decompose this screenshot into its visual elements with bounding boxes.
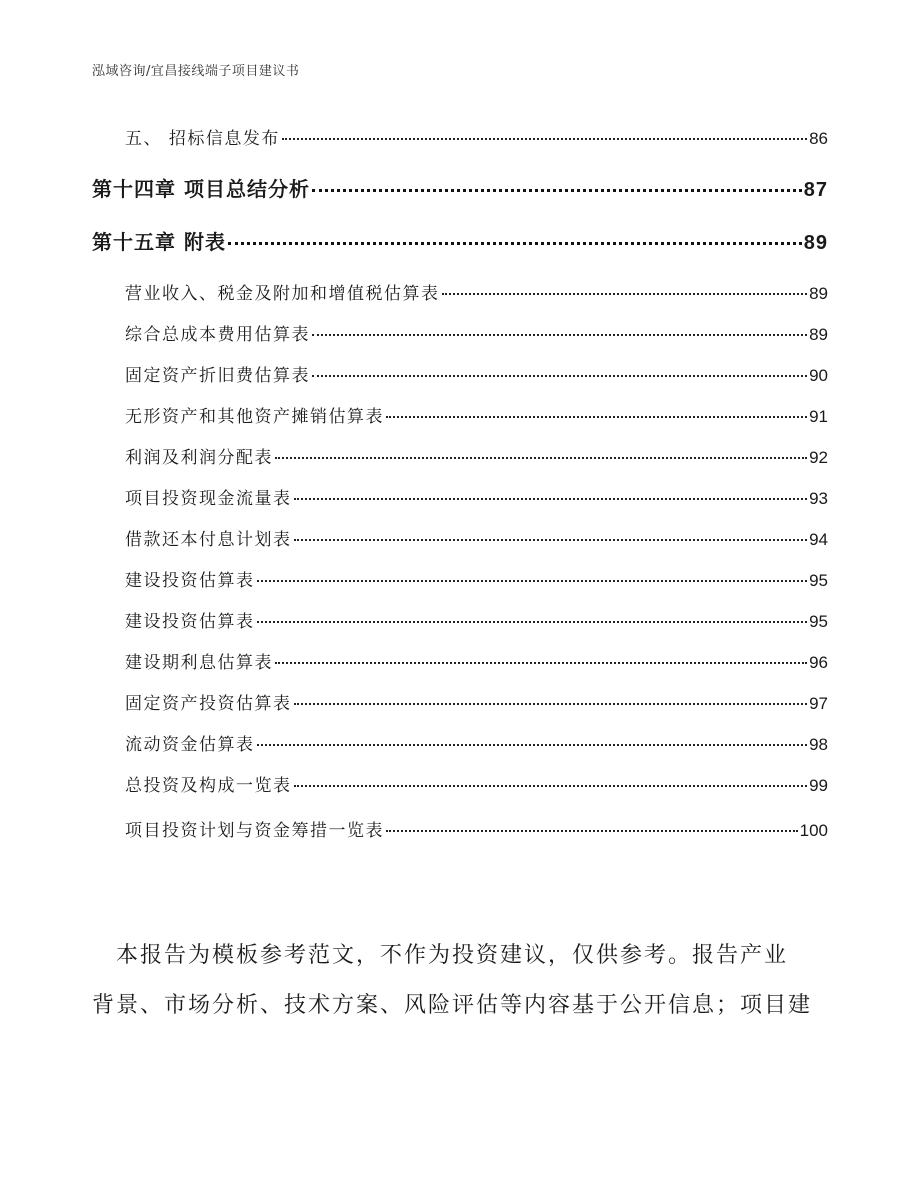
- toc-entry-label: 固定资产折旧费估算表: [125, 366, 310, 386]
- toc-entry[interactable]: [125, 525, 828, 550]
- toc-chapter-entry[interactable]: [92, 226, 828, 255]
- toc-entry[interactable]: [125, 279, 828, 304]
- toc-entry-page: 89: [809, 325, 828, 344]
- toc-leader-dots: [294, 703, 808, 705]
- toc-entry[interactable]: [125, 607, 828, 632]
- toc-entry-page: 95: [809, 571, 828, 590]
- toc-entry[interactable]: [125, 124, 828, 149]
- toc-entry-label: 第十四章 项目总结分析: [92, 177, 310, 201]
- toc-leader-dots: [257, 580, 808, 582]
- toc-leader-dots: [275, 457, 807, 459]
- body-paragraph-line: 背景、市场分析、技术方案、风险评估等内容基于公开信息；项目建: [92, 993, 813, 1018]
- toc-entry[interactable]: [125, 730, 828, 755]
- toc-leader-dots: [312, 189, 802, 192]
- toc-entry-page: 95: [809, 612, 828, 631]
- toc-entry-label: 第十五章 附表: [92, 230, 226, 254]
- toc-entry-label: 流动资金估算表: [125, 735, 255, 755]
- toc-entry[interactable]: [125, 484, 828, 509]
- toc-entry[interactable]: [125, 648, 828, 673]
- toc-entry[interactable]: [125, 443, 828, 468]
- toc-entry-label: 建设投资估算表: [125, 571, 255, 591]
- toc-entry-page: 87: [803, 179, 828, 201]
- toc-entry-page: 91: [809, 407, 828, 426]
- toc-leader-dots: [386, 830, 798, 832]
- toc-leader-dots: [228, 242, 802, 245]
- toc-leader-dots: [275, 662, 807, 664]
- toc-entry-label: 综合总成本费用估算表: [125, 325, 310, 345]
- toc-entry-label: 无形资产和其他资产摊销估算表: [125, 407, 384, 427]
- toc-entry-page: 86: [809, 129, 828, 148]
- toc-entry[interactable]: [125, 689, 828, 714]
- toc-entry-page: 93: [809, 489, 828, 508]
- toc-entry-label: 建设投资估算表: [125, 612, 255, 632]
- toc-entry-page: 96: [809, 653, 828, 672]
- toc-entry-page: 92: [809, 448, 828, 467]
- toc-entry-label: 五、 招标信息发布: [125, 129, 280, 149]
- toc-chapter-entry[interactable]: [92, 173, 828, 202]
- toc-entry-page: 98: [809, 735, 828, 754]
- toc-entry[interactable]: [125, 566, 828, 591]
- toc-entry[interactable]: [125, 816, 828, 841]
- toc-entry-label: 总投资及构成一览表: [125, 776, 292, 796]
- toc-leader-dots: [257, 744, 808, 746]
- toc-entry-label: 利润及利润分配表: [125, 448, 273, 468]
- toc-entry-label: 项目投资现金流量表: [125, 489, 292, 509]
- page-header: 泓域咨询/宜昌接线端子项目建议书: [92, 64, 300, 79]
- toc-leader-dots: [312, 334, 807, 336]
- toc-leader-dots: [294, 498, 808, 500]
- toc-entry-page: 89: [809, 284, 828, 303]
- toc-leader-dots: [294, 785, 808, 787]
- toc-entry-page: 100: [799, 821, 828, 840]
- toc-entry[interactable]: [125, 320, 828, 345]
- toc-leader-dots: [386, 416, 807, 418]
- toc-leader-dots: [257, 621, 808, 623]
- toc-entry-page: 90: [809, 366, 828, 385]
- toc-leader-dots: [294, 539, 808, 541]
- toc-entry-label: 建设期利息估算表: [125, 653, 273, 673]
- toc-entry-label: 营业收入、税金及附加和增值税估算表: [125, 284, 440, 304]
- toc-entry-page: 94: [809, 530, 828, 549]
- toc-entry[interactable]: [125, 402, 828, 427]
- toc-entry[interactable]: [125, 771, 828, 796]
- toc-leader-dots: [442, 293, 808, 295]
- toc-entry-label: 项目投资计划与资金筹措一览表: [125, 821, 384, 841]
- toc-entry-page: 89: [803, 232, 828, 254]
- toc-entry[interactable]: [125, 361, 828, 386]
- body-paragraph-line: 本报告为模板参考范文，不作为投资建议，仅供参考。报告产业: [92, 943, 789, 968]
- toc-entry-page: 97: [809, 694, 828, 713]
- toc-leader-dots: [312, 375, 807, 377]
- toc-entry-label: 借款还本付息计划表: [125, 530, 292, 550]
- toc-leader-dots: [282, 138, 807, 140]
- toc-entry-label: 固定资产投资估算表: [125, 694, 292, 714]
- toc-entry-page: 99: [809, 776, 828, 795]
